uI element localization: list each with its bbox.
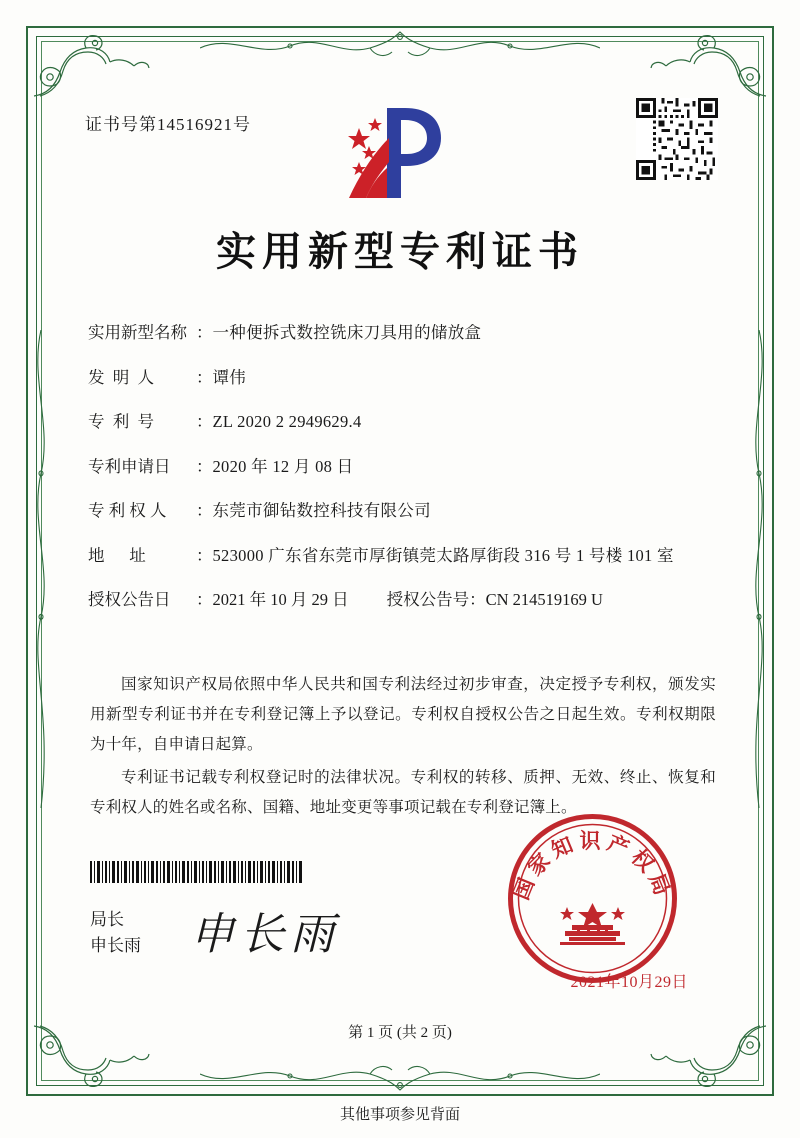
qr-code-icon xyxy=(636,98,718,180)
field-value: 2020 年 12 月 08 日 xyxy=(212,456,354,476)
field-colon: ： xyxy=(196,323,213,342)
page-number: 第 1 页 (共 2 页) xyxy=(348,1025,452,1041)
field-label: 发 明 人 xyxy=(88,367,154,387)
field-value: 一种便拆式数控铣床刀具用的储放盒 xyxy=(212,323,482,342)
field-patentee xyxy=(88,498,718,524)
field-label: 地 址 xyxy=(88,545,146,565)
field-patent-number xyxy=(88,409,718,435)
field-label: 实用新型名称 xyxy=(88,323,187,342)
field-label: 专利申请日 xyxy=(88,456,171,476)
field-value: 523000 广东省东莞市厚街镇莞太路厚街段 316 号 1 号楼 101 室 xyxy=(212,545,674,565)
certificate-number: 证书号第14516921号 xyxy=(85,115,251,134)
paragraph-1: 国家知识产权局依照中华人民共和国专利法经过初步审查，决定授予专利权，颁发实用新型专利证书并在专利登记簿上予以登记。专利权自授权公告之日起生效。专利权期限为十年，自申请日起算。 xyxy=(90,676,716,754)
director-label: 局长 xyxy=(90,910,124,929)
field-colon: ： xyxy=(196,590,213,610)
legal-text xyxy=(90,670,716,825)
barcode xyxy=(90,861,305,883)
edge-ornament-top-icon xyxy=(200,28,600,66)
grant-number-value: CN 214519169 U xyxy=(485,590,603,610)
svg-text:国家知识产权局: 国家知识产权局 xyxy=(507,828,678,904)
field-label: 授权公告日 xyxy=(88,590,171,610)
paragraph-2: 专利证书记载专利权登记时的法律状况。专利权的转移、质押、无效、终止、恢复和专利权人的姓名或名称、国籍、地址变更等事项记载在专利登记簿上。 xyxy=(90,768,716,816)
field-colon: ： xyxy=(196,456,213,476)
grant-number-colon: ： xyxy=(469,590,486,610)
page-title: 实用新型专利证书 xyxy=(216,228,584,275)
director-name: 申长雨 xyxy=(90,935,141,955)
field-value: 东莞市御钻数控科技有限公司 xyxy=(212,501,431,521)
field-utility-model-name xyxy=(88,320,718,346)
field-colon: ： xyxy=(196,545,213,565)
edge-ornament-left-icon xyxy=(24,330,58,808)
edge-ornament-right-icon xyxy=(742,330,776,808)
field-colon: ： xyxy=(196,412,213,432)
grant-number-label: 授权公告号 xyxy=(386,590,470,610)
field-colon: ： xyxy=(196,501,213,521)
field-application-date xyxy=(88,454,718,480)
field-grant-announcement xyxy=(88,587,718,613)
grant-date-value: 2021 年 10 月 29 日 xyxy=(212,590,349,610)
certificate-content xyxy=(60,70,740,1058)
field-inventor xyxy=(88,365,718,391)
field-list xyxy=(88,320,718,627)
footer-note: 其他事项参见背面 xyxy=(339,1107,460,1123)
field-value: ZL 2020 2 2949629.4 xyxy=(212,412,362,432)
official-seal-icon xyxy=(505,811,680,986)
field-label: 专 利 号 xyxy=(88,412,154,432)
field-value: 谭伟 xyxy=(212,367,247,387)
field-colon: ： xyxy=(196,367,213,387)
field-label: 专 利 权 人 xyxy=(88,501,167,521)
handwritten-signature: 申长雨 xyxy=(190,909,340,960)
cnipa-logo-icon xyxy=(335,100,465,205)
seal-date: 2021年10月29日 xyxy=(570,974,688,991)
signature-block xyxy=(90,907,141,958)
edge-ornament-bottom-icon xyxy=(200,1056,600,1094)
field-address xyxy=(88,543,718,569)
